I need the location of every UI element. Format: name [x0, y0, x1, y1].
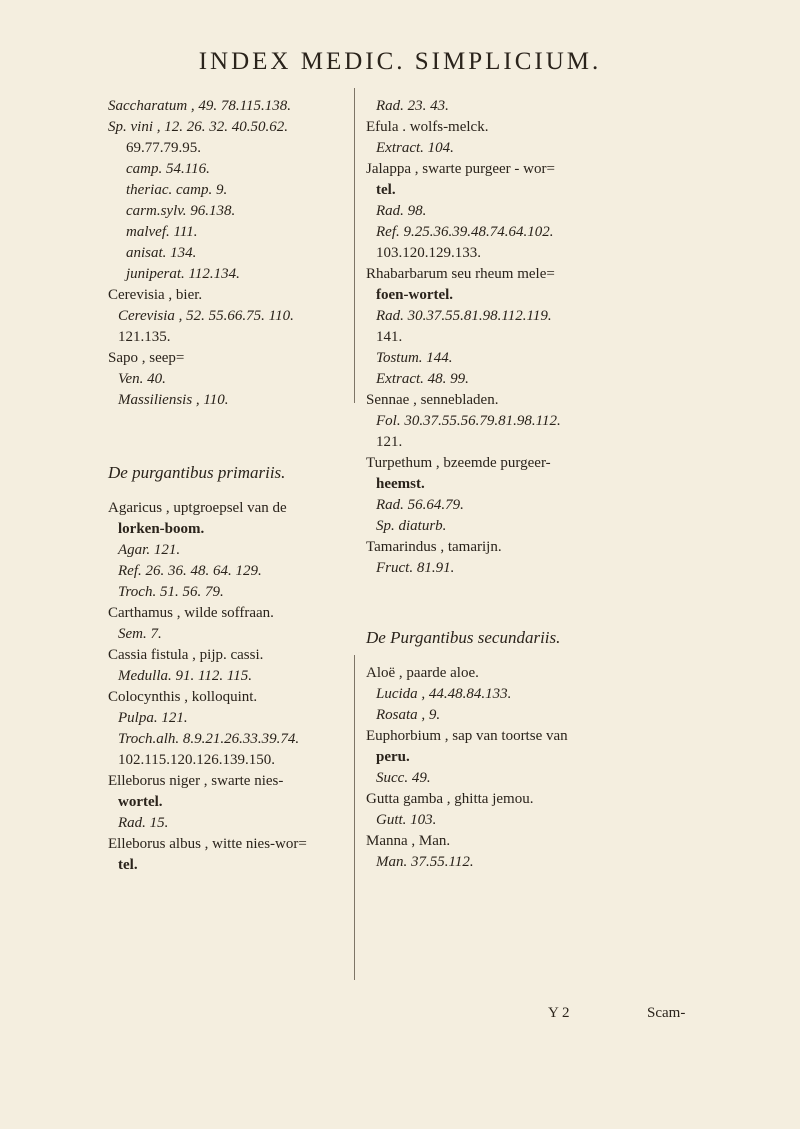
index-entry: Elleborus albus , witte nies-wor= [108, 836, 307, 852]
index-entry: Carthamus , wilde soffraan. [108, 605, 274, 621]
index-entry: tel. [118, 857, 138, 873]
section-title-secondary: De Purgantibus secundariis. [366, 628, 561, 647]
index-entry: Cerevisia , 52. 55.66.75. 110. [118, 308, 294, 324]
index-entry: Agaricus , uptgroepsel van de [108, 500, 287, 516]
index-entry: Fol. 30.37.55.56.79.81.98.112. [376, 413, 561, 429]
index-entry: 121. [376, 434, 403, 450]
index-entry: Cerevisia , bier. [108, 287, 203, 303]
index-entry: Rhabarbarum seu rheum mele= [366, 266, 555, 282]
index-entry: Rad. 30.37.55.81.98.112.119. [376, 308, 552, 324]
index-entry: Turpethum , bzeemde purgeer- [366, 455, 551, 471]
index-entry: 102.115.120.126.139.150. [118, 752, 275, 768]
index-entry: Rosata , 9. [376, 707, 441, 723]
index-entry: Tamarindus , tamarijn. [366, 539, 502, 555]
index-entry: foen-wortel. [376, 287, 454, 303]
index-entry: camp. 54.116. [126, 161, 210, 177]
index-entry: Euphorbium , sap van toortse van [366, 728, 568, 744]
index-entry: Efula . wolfs-melck. [366, 119, 489, 135]
right-entries-top [366, 96, 666, 579]
index-entry: Tostum. 144. [376, 350, 453, 366]
left-entries-bottom [108, 498, 343, 876]
index-entry: Man. 37.55.112. [376, 854, 474, 870]
index-entry: Medulla. 91. 112. 115. [118, 668, 253, 684]
index-entry: Ven. 40. [118, 371, 166, 387]
index-entry: Sennae , sennebladen. [366, 392, 499, 408]
index-entry: Rad. 98. [376, 203, 427, 219]
index-entry: anisat. 134. [126, 245, 197, 261]
index-entry: Saccharatum , 49. 78.115.138. [108, 98, 292, 114]
index-entry: Sem. 7. [118, 626, 162, 642]
index-entry: Ref. 9.25.36.39.48.74.64.102. [376, 224, 554, 240]
column-divider-top [354, 88, 355, 403]
signature-mark: Y 2 [548, 1005, 570, 1021]
column-divider-bottom [354, 655, 355, 980]
index-entry: Troch. 51. 56. 79. [118, 584, 224, 600]
index-entry: Sp. diaturb. [376, 518, 447, 534]
index-entry: Colocynthis , kolloquint. [108, 689, 258, 705]
index-entry: Rad. 23. 43. [376, 98, 449, 114]
right-column [366, 96, 666, 873]
right-entries-bottom [366, 663, 666, 873]
index-entry: Succ. 49. [376, 770, 431, 786]
index-entry: Lucida , 44.48.84.133. [376, 686, 512, 702]
index-entry: Agar. 121. [118, 542, 181, 558]
index-entry: Gutt. 103. [376, 812, 437, 828]
index-entry: Fruct. 81.91. [376, 560, 455, 576]
index-entry: carm.sylv. 96.138. [126, 203, 236, 219]
index-entry: lorken-boom. [118, 521, 205, 537]
index-entry: tel. [376, 182, 396, 198]
index-entry: Jalappa , swarte purgeer - wor= [366, 161, 555, 177]
index-entry: Gutta gamba , ghitta jemou. [366, 791, 534, 807]
index-entry: Cassia fistula , pijp. cassi. [108, 647, 264, 663]
index-entry: Sp. vini , 12. 26. 32. 40.50.62. [108, 119, 288, 135]
index-entry: Elleborus niger , swarte nies- [108, 773, 284, 789]
index-entry: Manna , Man. [366, 833, 451, 849]
page-title: INDEX MEDIC. SIMPLICIUM. [198, 48, 602, 75]
section-title-primary: De purgantibus primariis. [108, 463, 286, 482]
index-entry: Sapo , seep= [108, 350, 185, 366]
index-entry: 69.77.79.95. [126, 140, 201, 156]
index-entry: heemst. [376, 476, 425, 492]
left-column [108, 96, 343, 876]
index-entry: juniperat. 112.134. [126, 266, 240, 282]
catchword: Scam- [647, 1005, 686, 1021]
index-entry: 121.135. [118, 329, 171, 345]
index-entry: Extract. 48. 99. [376, 371, 469, 387]
index-entry: Rad. 15. [118, 815, 169, 831]
index-entry: 141. [376, 329, 403, 345]
index-entry: Troch.alh. 8.9.21.26.33.39.74. [118, 731, 300, 747]
index-entry: peru. [376, 749, 410, 765]
index-entry: Aloë , paarde aloe. [366, 665, 479, 681]
left-entries-top [108, 96, 343, 411]
index-entry: Ref. 26. 36. 48. 64. 129. [118, 563, 262, 579]
index-entry: malvef. 111. [126, 224, 198, 240]
index-entry: Rad. 56.64.79. [376, 497, 464, 513]
index-entry: wortel. [118, 794, 163, 810]
index-entry: Massiliensis , 110. [118, 392, 229, 408]
index-entry: theriac. camp. 9. [126, 182, 228, 198]
index-entry: 103.120.129.133. [376, 245, 481, 261]
index-entry: Pulpa. 121. [118, 710, 188, 726]
index-entry: Extract. 104. [376, 140, 454, 156]
